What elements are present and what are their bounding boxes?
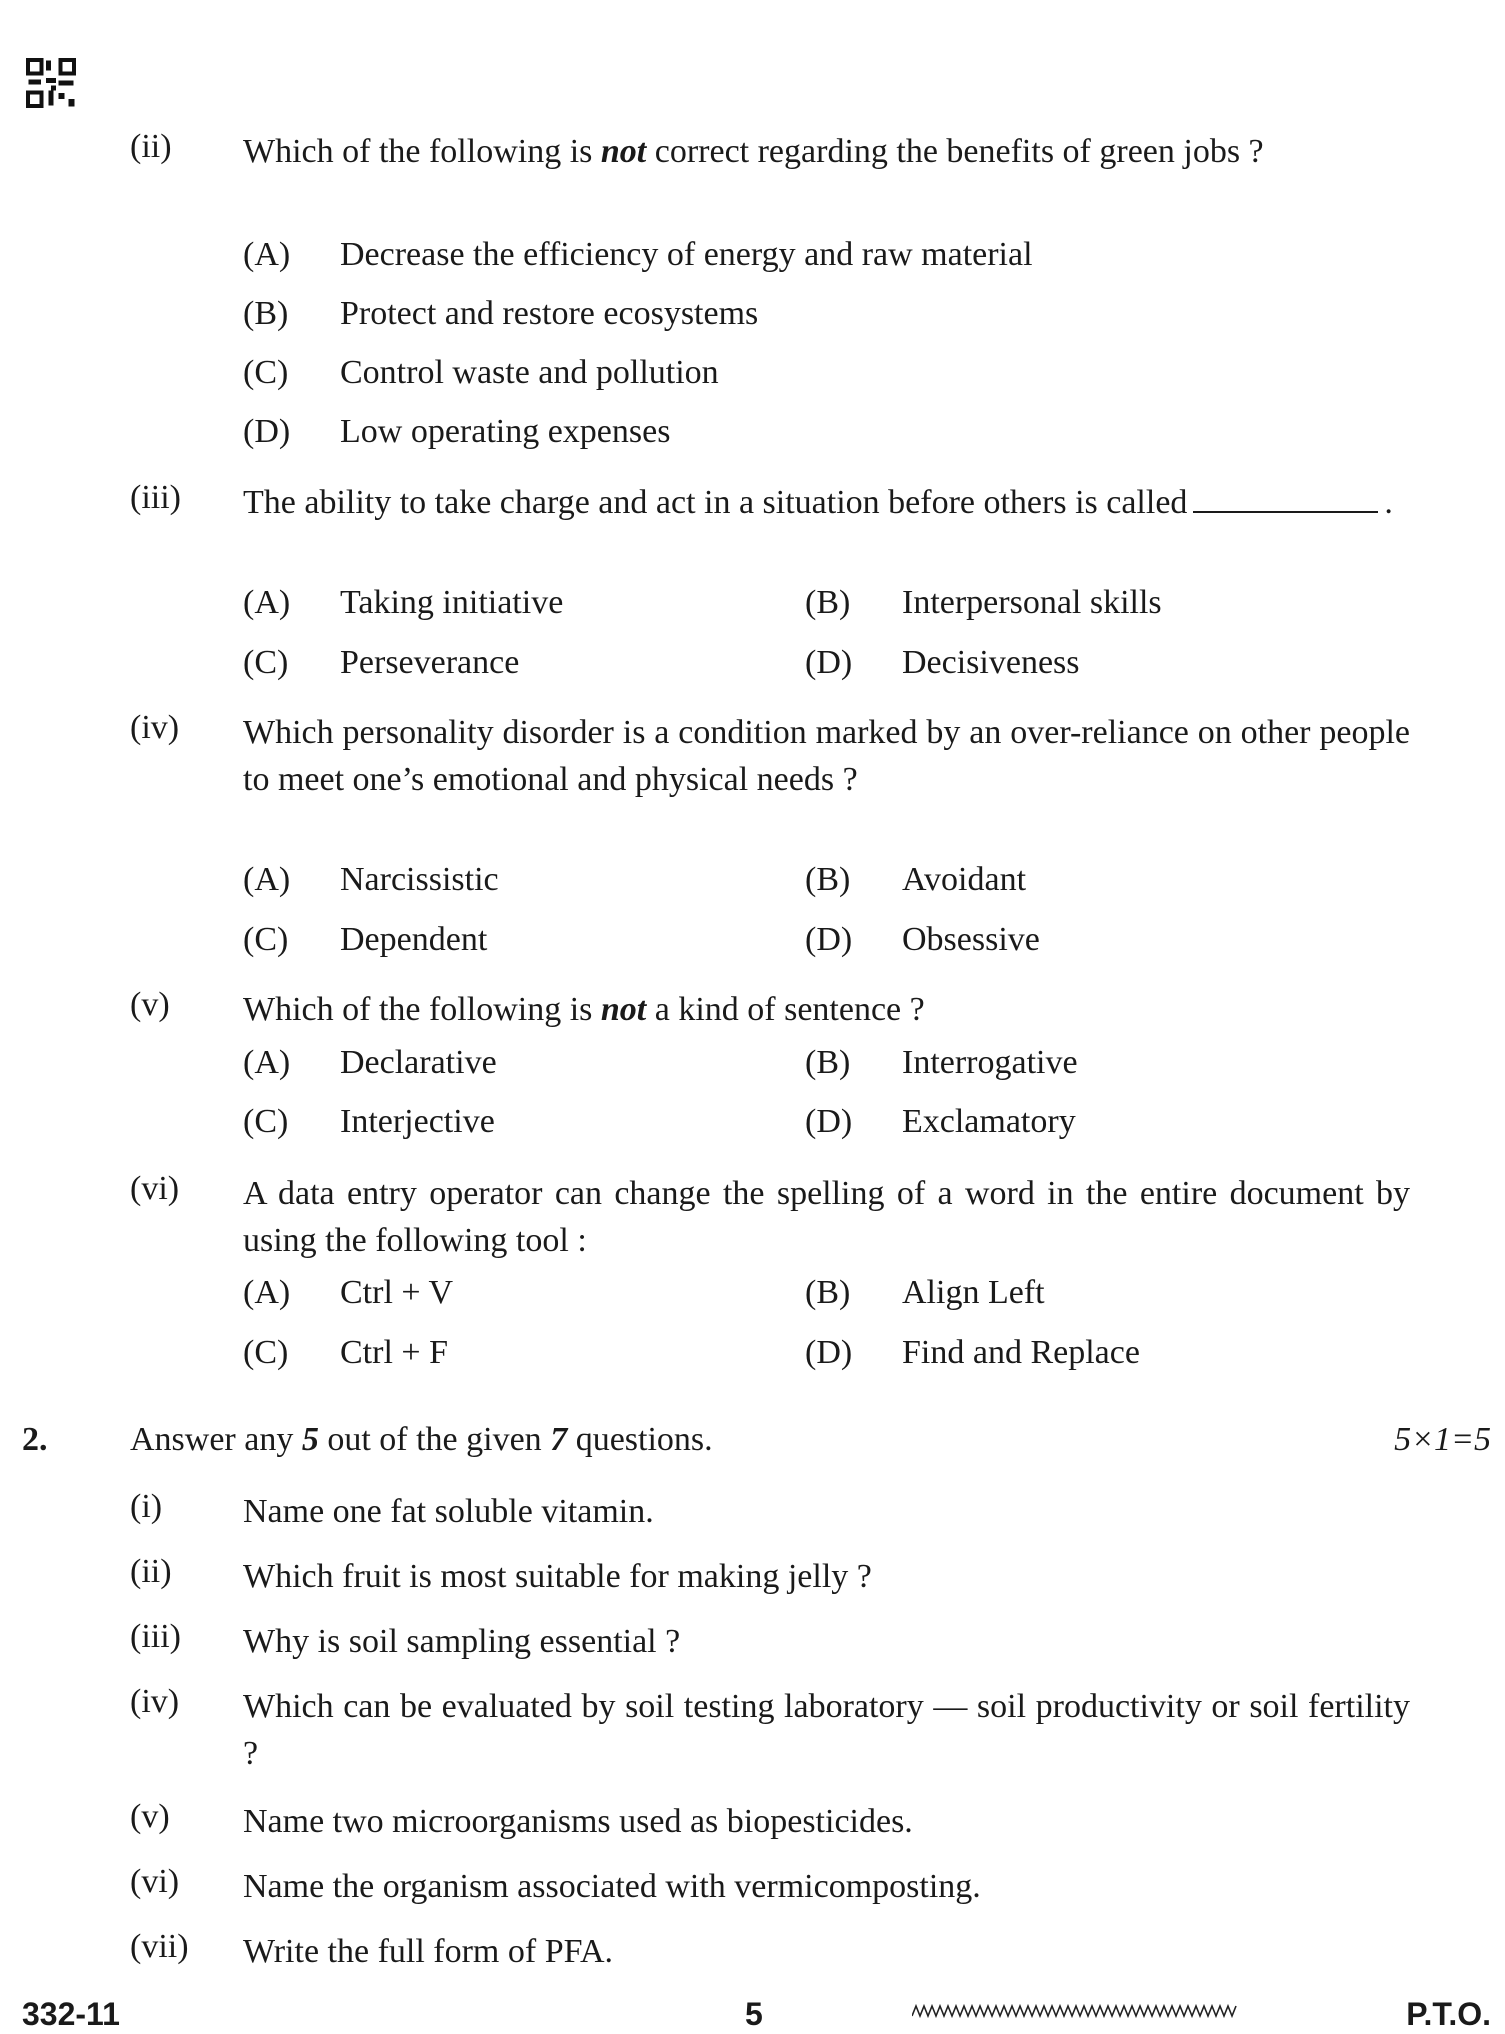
sub-question-text: Why is soil sampling essential ? (243, 1623, 681, 1660)
question-text (243, 986, 1410, 1033)
option-a (243, 236, 1033, 274)
option-letter: (B) (243, 295, 289, 332)
paper-code: 332-11 (22, 1996, 120, 2032)
option-text: Interjective (340, 1103, 495, 1140)
option-text: Ctrl + V (340, 1274, 454, 1311)
option-text: Decisiveness (902, 644, 1080, 681)
sub-question-number: (v) (130, 1798, 170, 1835)
option-letter: (B) (805, 1274, 851, 1311)
option-text: Ctrl + F (340, 1334, 448, 1371)
option-b (805, 584, 1162, 622)
option-d (805, 644, 1080, 682)
option-letter: (C) (243, 354, 289, 391)
qr-code-icon (26, 57, 76, 109)
option-text: out of the given (318, 1421, 551, 1458)
option-letter: (A) (243, 1044, 291, 1081)
option-c (243, 1334, 448, 1372)
option-d (805, 1103, 1076, 1141)
option-text: Decrease the efficiency of energy and raw material (340, 236, 1033, 273)
text: correct regarding the benefits of green jobs ? (646, 133, 1264, 170)
question-text (243, 479, 1410, 526)
question-number: (iii) (130, 479, 181, 516)
option-text: Exclamatory (902, 1103, 1076, 1140)
option-c (243, 921, 487, 959)
option-letter: (A) (243, 584, 291, 621)
question-text: A data entry operator can change the spelling of a word in the entire document by using the following tool : (243, 1175, 1410, 1259)
sub-question-text: Which fruit is most suitable for making jelly ? (243, 1558, 872, 1595)
option-letter: (C) (243, 921, 289, 958)
option-letter: (D) (805, 644, 853, 681)
option-text: Declarative (340, 1044, 497, 1081)
option-c (243, 644, 519, 682)
option-letter: (C) (243, 1103, 289, 1140)
option-b (805, 1274, 1045, 1312)
option-text: Interpersonal skills (902, 584, 1162, 621)
option-b (805, 861, 1026, 899)
option-c (243, 354, 719, 392)
option-c (243, 1103, 495, 1141)
sub-question-number: (ii) (130, 1553, 172, 1590)
option-letter: (C) (243, 1334, 289, 1371)
text: Which of the following is (243, 991, 601, 1028)
option-b (805, 1044, 1078, 1082)
option-a (243, 1044, 497, 1082)
option-text: questions. (567, 1421, 713, 1458)
question-number: 2. (22, 1421, 48, 1458)
sub-question-text: Which can be evaluated by soil testing laboratory — soil productivity or soil fertility ? (243, 1688, 1410, 1772)
text: Which of the following is (243, 133, 601, 170)
option-text: Align Left (902, 1274, 1045, 1311)
option-letter: (C) (243, 644, 289, 681)
option-text: Avoidant (902, 861, 1027, 898)
question-text: Which personality disorder is a condition marked by an over-reliance on other people to meet one’s emotional and physical needs ? (243, 714, 1410, 798)
sub-question-text: Name two microorganisms used as biopesticides. (243, 1803, 913, 1840)
option-letter: (A) (243, 861, 291, 898)
sub-question-text: Name the organism associated with vermicomposting. (243, 1868, 981, 1905)
option-d (805, 921, 1040, 959)
page-number: 5 (745, 1996, 763, 2032)
option-text: Control waste and pollution (340, 354, 719, 391)
option-text: Protect and restore ecosystems (340, 295, 759, 332)
option-text: Obsessive (902, 921, 1040, 958)
option-letter: (A) (243, 1274, 291, 1311)
option-letter: (B) (805, 1044, 851, 1081)
text: . (1384, 484, 1393, 521)
option-a (243, 584, 563, 622)
marks: 5×1=5 (1394, 1421, 1491, 1458)
sub-question-number: (iv) (130, 1683, 180, 1720)
text: a kind of sentence ? (646, 991, 925, 1028)
option-text: 5 (301, 1421, 319, 1458)
sub-question-number: (vi) (130, 1863, 180, 1900)
emphasis: not (600, 991, 647, 1028)
question-number: (vi) (130, 1170, 180, 1207)
fill-in-blank (1193, 487, 1378, 513)
option-letter: (B) (805, 584, 851, 621)
option-a (243, 861, 499, 899)
option-d (805, 1334, 1140, 1372)
option-text: Perseverance (340, 644, 520, 681)
option-a (243, 1274, 453, 1312)
question-number: (iv) (130, 709, 180, 746)
option-text: Low operating expenses (340, 413, 671, 450)
option-text: Dependent (340, 921, 488, 958)
pto-label: P.T.O. (1406, 1996, 1491, 2032)
option-text: Narcissistic (340, 861, 499, 898)
sub-question-number: (vii) (130, 1928, 189, 1965)
wavy-line-decoration (912, 2003, 1237, 2019)
text: The ability to take charge and act in a situation before others is called (243, 484, 1188, 521)
emphasis: not (600, 133, 647, 170)
sub-question-text: Write the full form of PFA. (243, 1933, 614, 1970)
option-b (243, 295, 758, 333)
question-instruction (130, 1421, 713, 1459)
option-d (243, 413, 670, 451)
option-letter: (A) (243, 236, 291, 273)
sub-question-number: (i) (130, 1488, 163, 1525)
option-letter: (D) (805, 1334, 853, 1371)
question-number: (v) (130, 986, 170, 1023)
option-text: Find and Replace (902, 1334, 1140, 1371)
option-letter: (D) (243, 413, 291, 450)
option-letter: (D) (805, 921, 853, 958)
option-letter: (D) (805, 1103, 853, 1140)
option-text: Taking initiative (340, 584, 564, 621)
sub-question-number: (iii) (130, 1618, 181, 1655)
option-text: Interrogative (902, 1044, 1078, 1081)
sub-question-text: Name one fat soluble vitamin. (243, 1493, 654, 1530)
question-number: (ii) (130, 128, 172, 165)
option-text: 7 (550, 1421, 568, 1458)
question-text (243, 128, 1410, 175)
option-letter: (B) (805, 861, 851, 898)
option-text: Answer any (130, 1421, 302, 1458)
